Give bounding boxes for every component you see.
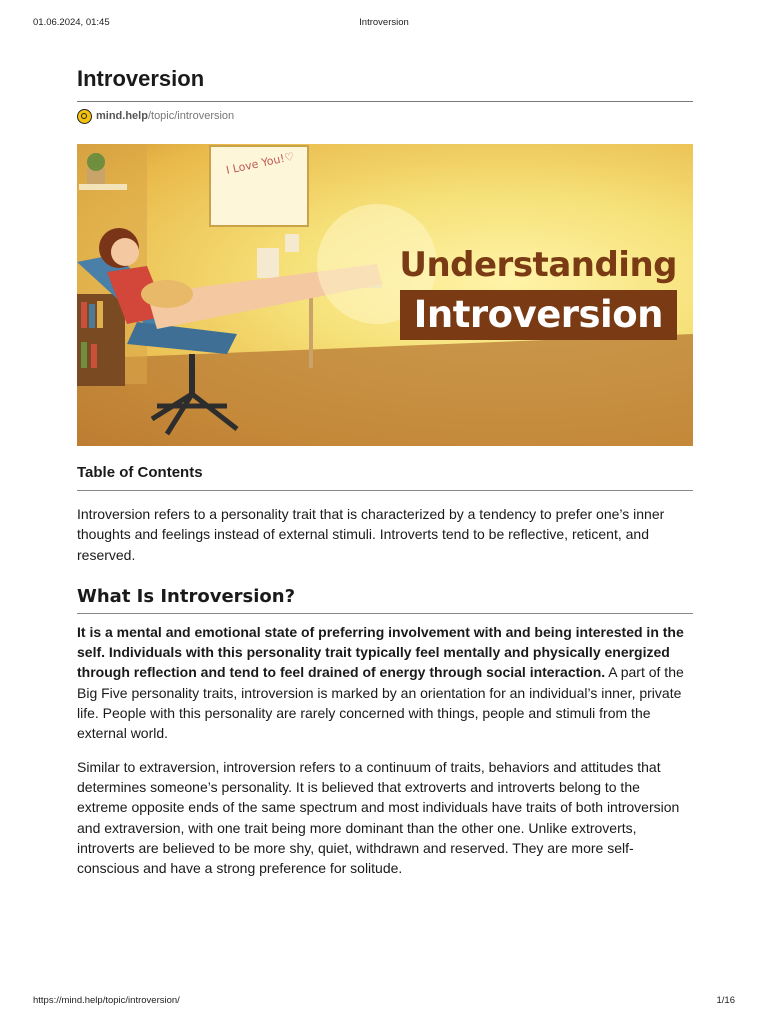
page-title: Introversion (77, 64, 693, 102)
hero-line2: Introversion (400, 290, 677, 340)
print-date: 01.06.2024, 01:45 (33, 17, 110, 28)
print-header (33, 17, 735, 29)
print-title: Introversion (359, 17, 409, 28)
shelf-shape (79, 184, 127, 190)
paper-shape (285, 234, 299, 252)
section-heading: What Is Introversion? (77, 585, 693, 614)
wall-note-text: I Love You!♡ (224, 149, 296, 177)
print-url: https://mind.help/topic/introversion/ (33, 995, 180, 1006)
desk-leg-shape (309, 288, 313, 368)
print-footer (33, 995, 735, 1007)
hero-heading (399, 245, 677, 340)
book-shape (81, 342, 87, 368)
hero-line1: Understanding (399, 245, 677, 285)
article (77, 64, 693, 878)
book-shape (81, 302, 87, 328)
paragraph-1-bold: It is a mental and emotional state of preferring involvement with and being interested in the self. Individuals with this personality trait typically feel mentally and physically energized through reflection and tend to feel drained of energy through social interaction. (77, 623, 684, 681)
book-shape (91, 344, 97, 368)
girl-face-shape (111, 238, 139, 266)
source-path: /topic/introversion (147, 110, 235, 122)
paragraph-1-rest: A part of the Big Five personality traits, introversion is marked by an orientation for an individual’s inner, private life. People with this personality are rarely concerned with things, people and stimuli from the external world. (77, 664, 684, 742)
intro-paragraph: Introversion refers to a personality trait that is characterized by a tendency to prefer one’s inner thoughts and feelings instead of external stimuli. Introverts tend to be reflective, reticent, and reserved. (77, 506, 665, 563)
hero-image (77, 144, 693, 446)
toc-heading[interactable]: Table of Contents (77, 463, 693, 491)
book-shape (97, 301, 103, 328)
print-page-number: 1/16 (716, 995, 735, 1006)
cat-shape (141, 280, 193, 308)
mind-help-logo-icon (77, 109, 92, 124)
paragraph-1 (77, 622, 693, 744)
paper-shape (257, 248, 279, 278)
book-shape (89, 304, 95, 328)
paragraph-2: Similar to extraversion, introversion refers to a continuum of traits, behaviors and attitudes that determines someone’s personality. It is believed that extroverts and introverts belong to the extreme opposite ends of the same spectrum and most individuals have traits of both introversion and extraversion, with one trait being more dominant than the other one. Unlike extroverts, introverts are believed to be more shy, quiet, withdrawn and reserved. They are more self-conscious and have a strong preference for solitude. (77, 758, 680, 877)
plant-shape (87, 153, 105, 171)
chair-post-shape (189, 354, 195, 394)
source-domain: mind.help (96, 110, 148, 122)
source-link[interactable] (77, 108, 693, 124)
